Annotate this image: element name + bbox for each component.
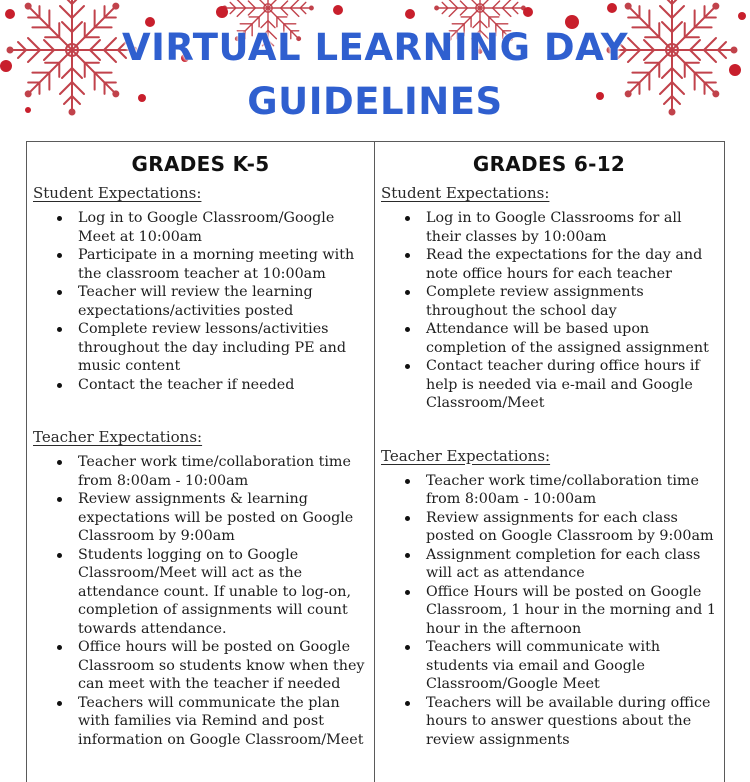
teacher-expectations-label: Teacher Expectations: [381, 446, 551, 465]
bullet-icon [405, 516, 410, 521]
grades-6-12-heading: GRADES 6-12 [472, 152, 626, 176]
student-expectations-list [33, 209, 368, 394]
list-item: Teacher work time/collaboration time from 8:00am - 10:00am [426, 472, 717, 509]
teacher-expectations-label: Teacher Expectations: [33, 428, 203, 446]
bullet-icon [57, 497, 62, 502]
bullet-icon [405, 590, 410, 595]
page-title: VIRTUAL LEARNING DAY [122, 26, 628, 69]
list-item: Complete review lessons/activities throughout the day including PE and music content [78, 320, 368, 376]
list-item: Teachers will communicate with students via email and Google Classroom/Google Meet [426, 638, 717, 694]
bullet-icon [57, 290, 62, 295]
bullet-icon [405, 216, 410, 221]
bullet-icon [405, 701, 410, 706]
bullet-icon [405, 290, 410, 295]
student-expectations-list [381, 209, 717, 413]
bullet-icon [405, 364, 410, 369]
list-item: Assignment completion for each class will act as attendance [426, 546, 717, 583]
guidelines-table [26, 141, 725, 782]
list-item: Students logging on to Google Classroom/Meet will act as the attendance count. If unable to log-on, completion of assignments will count towards attendance. [78, 546, 368, 639]
grades-6-12-column [375, 142, 723, 782]
bullet-icon [57, 253, 62, 258]
list-item: Office Hours will be posted on Google Classroom, 1 hour in the morning and 1 hour in the afternoon [426, 583, 717, 639]
list-item: Contact the teacher if needed [78, 376, 368, 395]
list-item: Log in to Google Classrooms for all their classes by 10:00am [426, 209, 717, 246]
list-item: Teachers will be available during office hours to answer questions about the review assignments [426, 694, 717, 750]
list-item: Teacher work time/collaboration time from 8:00am - 10:00am [78, 453, 368, 490]
bullet-icon [57, 216, 62, 221]
bullet-icon [57, 327, 62, 332]
bullet-icon [57, 553, 62, 558]
list-item: Attendance will be based upon completion of the assigned assignment [426, 320, 717, 357]
bullet-icon [405, 645, 410, 650]
page-subtitle: GUIDELINES [247, 80, 503, 123]
list-item: Office hours will be posted on Google Classroom so students know when they can meet with the teacher if needed [78, 638, 368, 694]
bullet-icon [405, 327, 410, 332]
list-item: Contact teacher during office hours if help is needed via e-mail and Google Classroom/Meet [426, 357, 717, 413]
list-item: Participate in a morning meeting with the classroom teacher at 10:00am [78, 246, 368, 283]
grades-k5-column [27, 142, 375, 782]
list-item: Teacher will review the learning expectations/activities posted [78, 283, 368, 320]
teacher-expectations-list [381, 472, 717, 750]
bullet-icon [405, 253, 410, 258]
bullet-icon [57, 460, 62, 465]
student-expectations-label: Student Expectations: [33, 184, 202, 202]
bullet-icon [405, 553, 410, 558]
bullet-icon [57, 645, 62, 650]
list-item: Log in to Google Classroom/Google Meet at 10:00am [78, 209, 368, 246]
list-item: Review assignments for each class posted on Google Classroom by 9:00am [426, 509, 717, 546]
bullet-icon [405, 479, 410, 484]
bullet-icon [57, 701, 62, 706]
teacher-expectations-list [33, 453, 368, 749]
list-item: Read the expectations for the day and note office hours for each teacher [426, 246, 717, 283]
bullet-icon [57, 383, 62, 388]
grades-k5-heading: GRADES K-5 [131, 152, 270, 176]
list-item: Teachers will communicate the plan with families via Remind and post information on Google Classroom/Meet [78, 694, 368, 750]
student-expectations-label: Student Expectations: [381, 184, 550, 202]
list-item: Complete review assignments throughout the school day [426, 283, 717, 320]
list-item: Review assignments & learning expectations will be posted on Google Classroom by 9:00am [78, 490, 368, 546]
